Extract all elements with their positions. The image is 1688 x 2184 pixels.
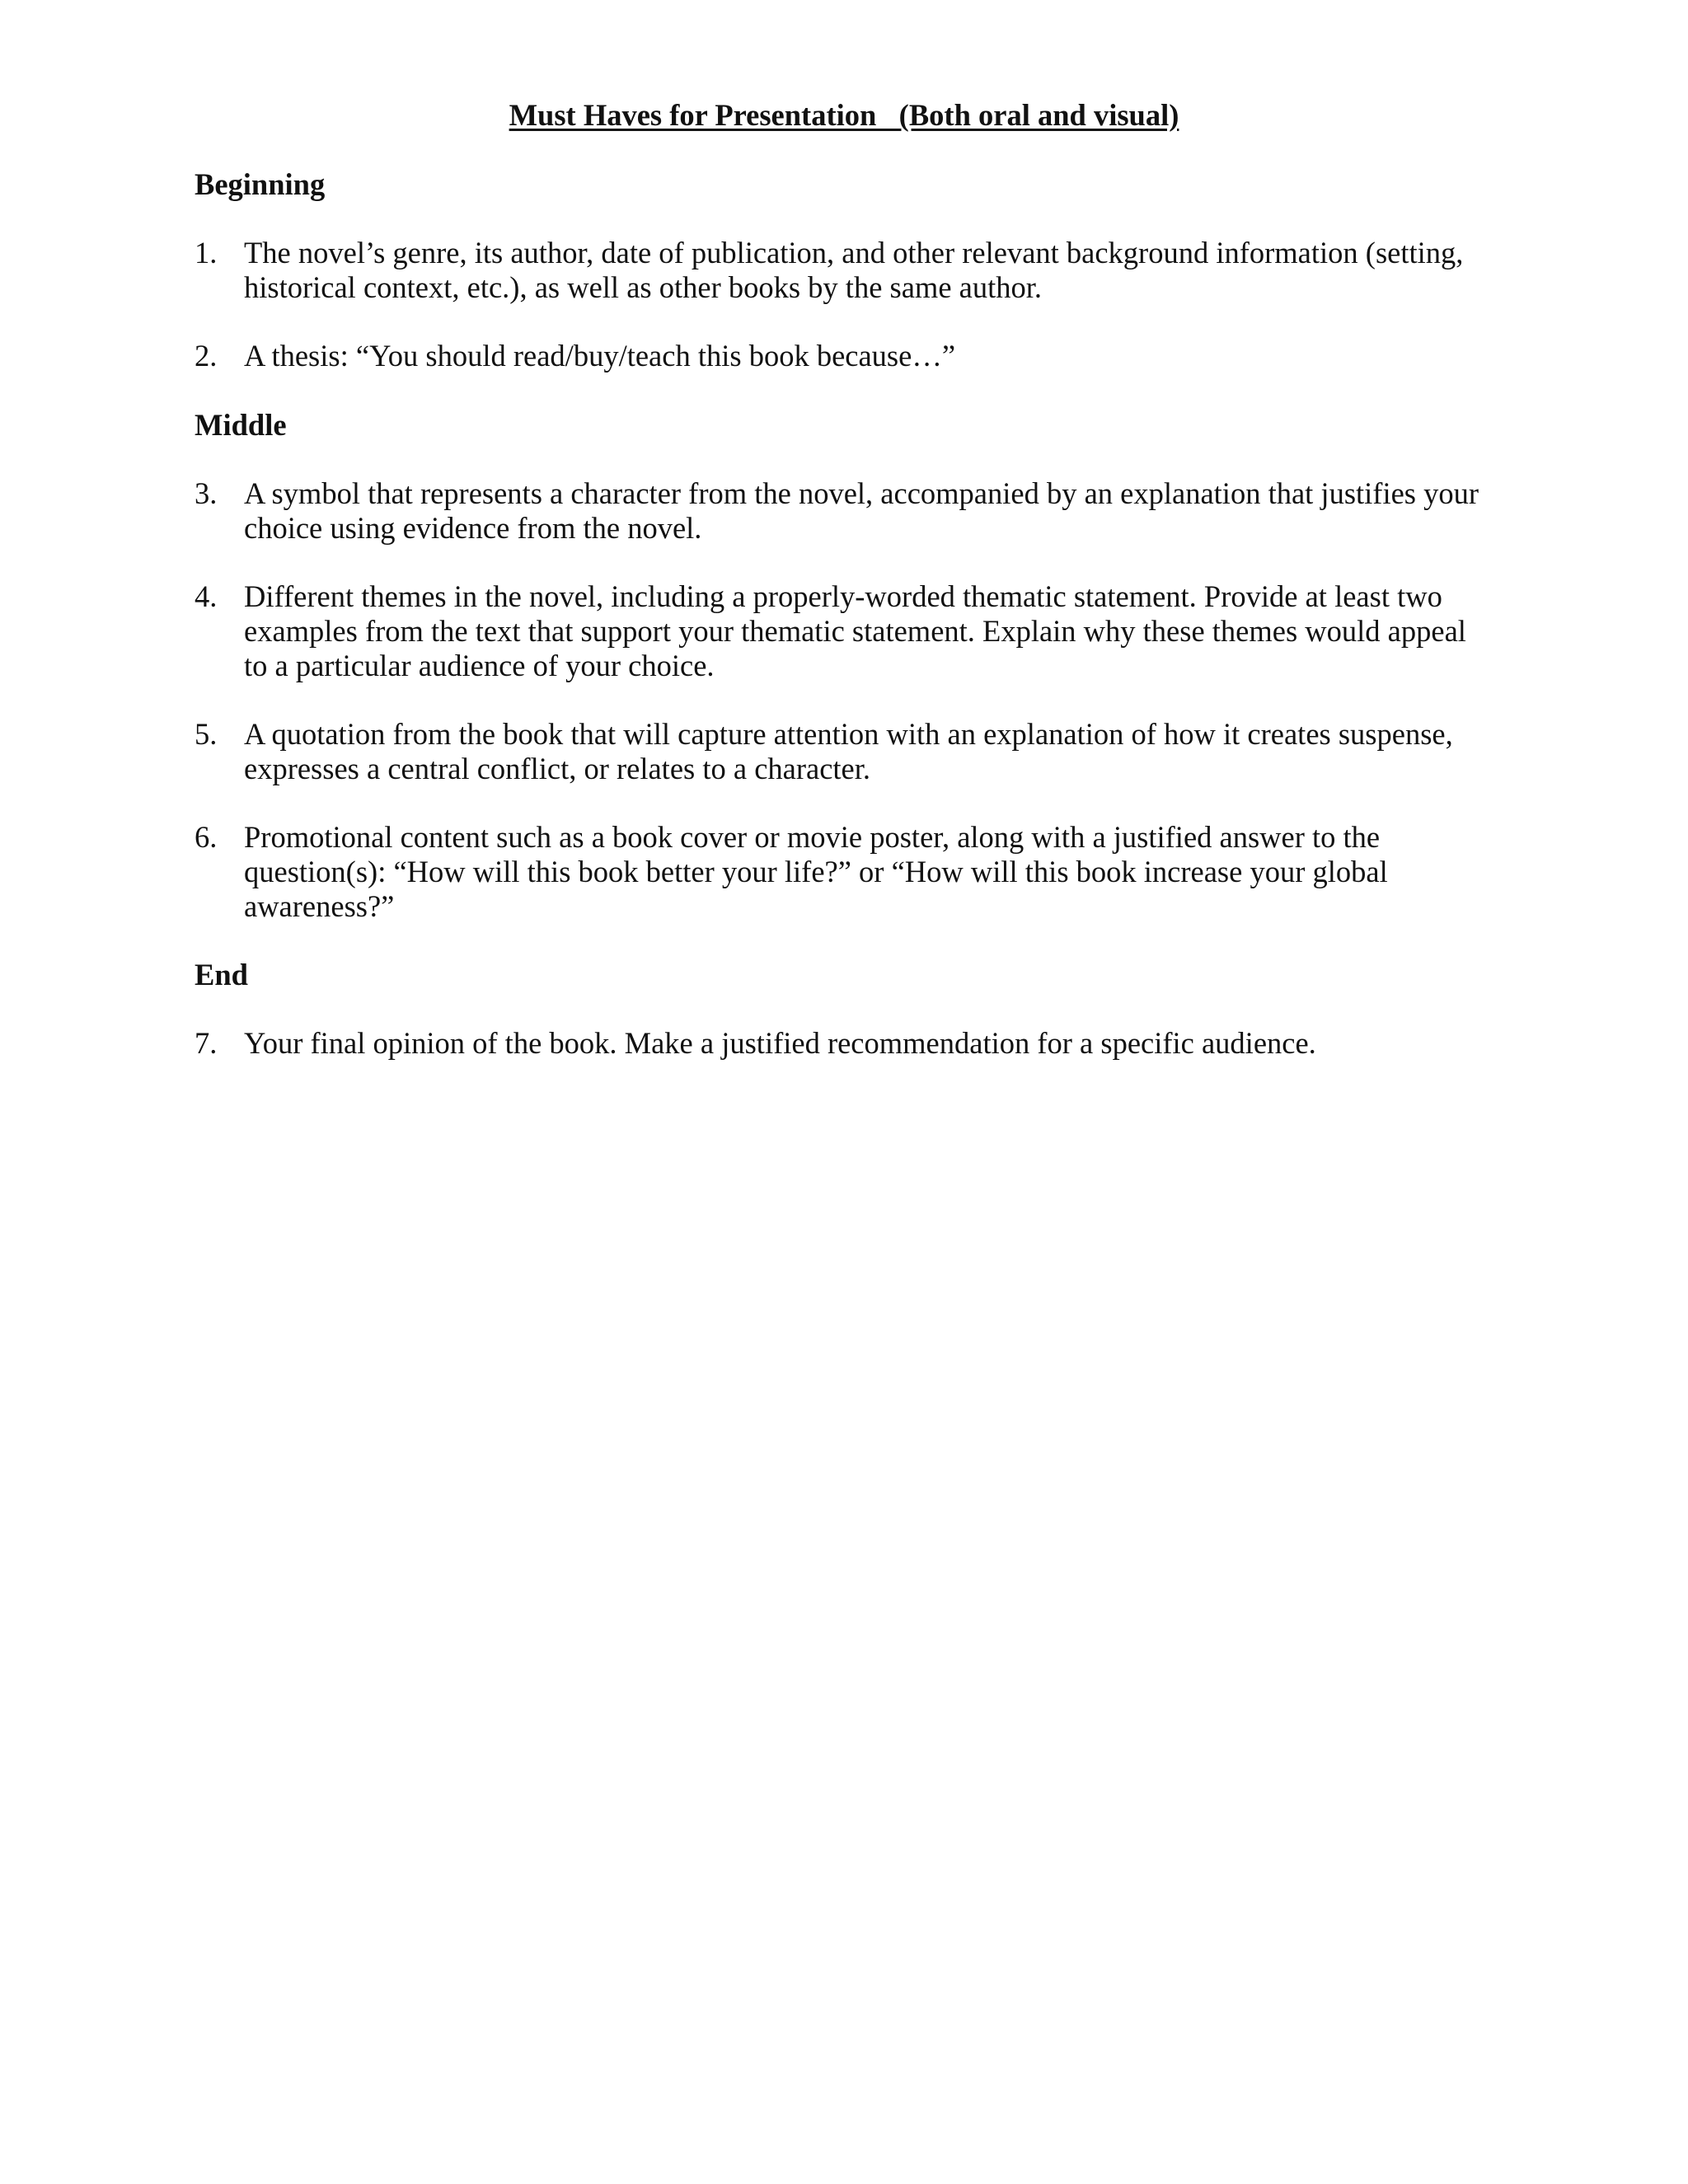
section-heading-middle: Middle (195, 408, 287, 442)
item-text: A quotation from the book that will capture attention with an explanation of how it creates suspense, expresses a central conflict, or relates to a character. (244, 717, 1453, 785)
item-text: The novel’s genre, its author, date of publication, and other relevant background information (setting, historical context, etc.), as well as other books by the same author. (244, 236, 1464, 304)
item-number: 1. (195, 236, 218, 269)
list-item (195, 1026, 1497, 1061)
item-number: 2. (195, 339, 218, 373)
item-number: 7. (195, 1026, 218, 1060)
section-heading-end: End (195, 958, 248, 991)
list-item (195, 820, 1497, 924)
item-text: A thesis: “You should read/buy/teach this book because…” (244, 339, 956, 373)
item-number: 6. (195, 820, 218, 854)
document-title: Must Haves for Presentation (Both oral and visual) (509, 98, 1179, 132)
list-item (195, 339, 1497, 373)
list-item (195, 717, 1497, 786)
item-text: A symbol that represents a character from the novel, accompanied by an explanation that justifies your choice using evidence from the novel. (244, 476, 1479, 545)
item-text: Your final opinion of the book. Make a justified recommendation for a specific audience. (244, 1026, 1316, 1060)
item-number: 5. (195, 717, 218, 751)
list-item (195, 476, 1497, 546)
item-number: 4. (195, 579, 218, 613)
item-number: 3. (195, 476, 218, 510)
section-heading-beginning: Beginning (195, 167, 326, 201)
list-item (195, 579, 1497, 683)
list-item (195, 236, 1497, 305)
item-text: Promotional content such as a book cover or movie poster, along with a justified answer to the question(s): “How will this book better your life?” or “How will this book increase your global awareness?” (244, 820, 1388, 923)
item-text: Different themes in the novel, including a properly-worded thematic statement. Provide at least two examples from the text that support your thematic statement. Explain why these themes would appeal to a particular audience of your choice. (244, 579, 1466, 682)
